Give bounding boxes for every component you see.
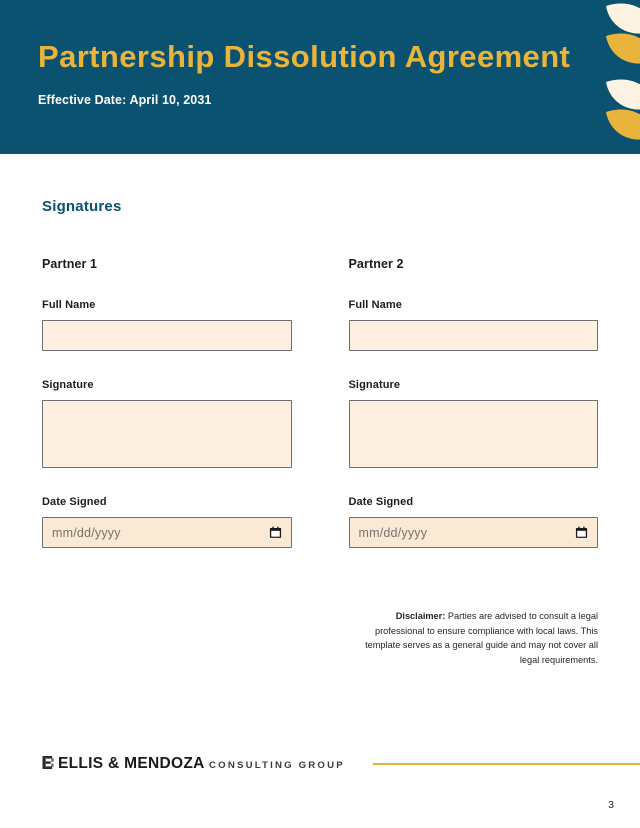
page-number: 3 xyxy=(608,799,614,811)
partner-2-date-input[interactable] xyxy=(349,517,599,548)
page-title: Partnership Dissolution Agreement xyxy=(38,39,571,74)
partner-1-date-group xyxy=(42,496,292,548)
disclaimer-wrapper xyxy=(42,600,598,677)
partner-1-date-input[interactable] xyxy=(42,517,292,548)
partner-2-signature-group xyxy=(349,379,599,468)
partner-1-signature-input[interactable] xyxy=(42,400,292,468)
partner-2-full-name-label: Full Name xyxy=(348,299,402,311)
partner-2-column xyxy=(349,257,599,548)
calendar-icon[interactable] xyxy=(269,526,282,539)
partner-1-signature-label: Signature xyxy=(42,379,94,391)
partner-2-title: Partner 2 xyxy=(348,257,404,271)
section-title-signatures: Signatures xyxy=(42,198,122,215)
partner-1-full-name-group xyxy=(42,299,292,351)
disclaimer-lead: Disclaimer: xyxy=(395,611,446,622)
decorative-petals xyxy=(560,0,640,154)
partner-1-full-name-label: Full Name xyxy=(42,299,96,311)
partner-2-full-name-group xyxy=(349,299,599,351)
signature-columns xyxy=(42,257,598,548)
bracket-logo-icon xyxy=(42,755,57,772)
logo-text-block xyxy=(58,756,345,772)
logo-company-name: ELLIS & MENDOZA xyxy=(58,754,205,772)
partner-2-date-group xyxy=(349,496,599,548)
partner-2-signature-label: Signature xyxy=(348,379,401,391)
partner-1-date-placeholder: mm/dd/yyyy xyxy=(52,525,121,540)
effective-date: Effective Date: April 10, 2031 xyxy=(38,93,212,107)
logo-tagline: CONSULTING GROUP xyxy=(209,759,345,771)
footer-divider xyxy=(373,763,640,765)
partner-2-date-placeholder: mm/dd/yyyy xyxy=(358,525,428,540)
document-footer xyxy=(42,755,640,772)
disclaimer-text xyxy=(345,609,598,667)
partner-1-signature-group xyxy=(42,379,292,468)
disclaimer-body: Parties are advised to consult a legal professional to ensure compliance with local laws. This template serves as a general guide and may not cover all legal requirements. xyxy=(365,611,598,665)
partner-2-signature-input[interactable] xyxy=(349,400,599,468)
partner-1-date-label: Date Signed xyxy=(42,496,107,508)
document-body xyxy=(0,154,640,677)
partner-1-column xyxy=(42,257,292,548)
partner-2-date-label: Date Signed xyxy=(348,496,414,508)
calendar-icon[interactable] xyxy=(575,526,588,539)
partner-1-title: Partner 1 xyxy=(42,257,98,271)
partner-2-full-name-input[interactable] xyxy=(349,320,599,351)
company-logo xyxy=(42,755,345,772)
document-header xyxy=(0,0,640,154)
header-text-block xyxy=(38,38,571,107)
partner-1-full-name-input[interactable] xyxy=(42,320,292,351)
